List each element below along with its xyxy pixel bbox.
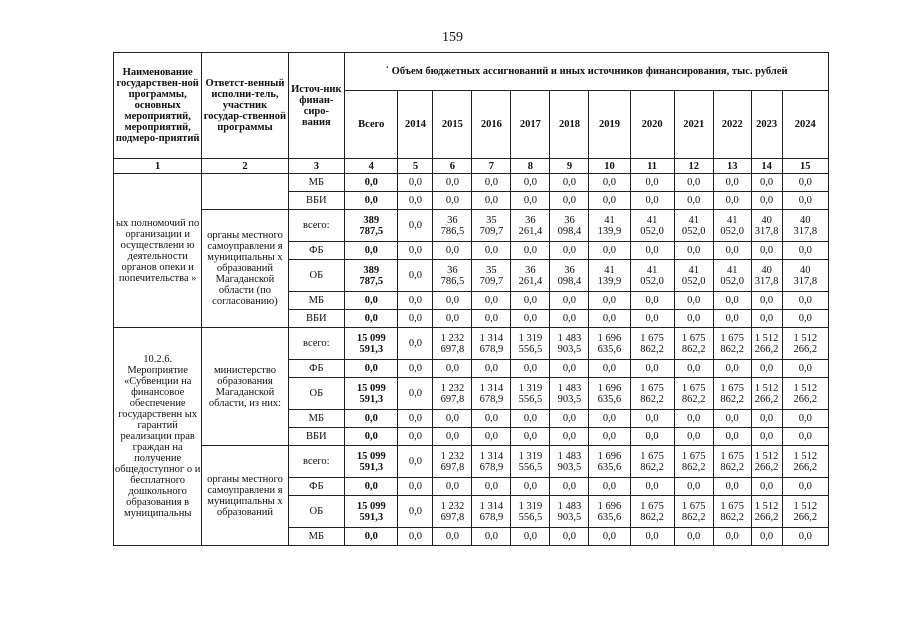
- value-cell: 0,0: [589, 310, 630, 328]
- value-cell: 0,0: [433, 192, 472, 210]
- value-cell: 0,0: [511, 292, 550, 310]
- value-cell: 41 052,0: [674, 260, 713, 292]
- value-cell: 1 675 862,2: [674, 496, 713, 528]
- value-cell: 0,0: [472, 310, 511, 328]
- value-cell: 0,0: [713, 242, 751, 260]
- value-cell: 0,0: [398, 360, 433, 378]
- value-cell: 1 675 862,2: [713, 446, 751, 478]
- value-cell: 1 512 266,2: [782, 328, 828, 360]
- value-cell: 0,0: [782, 528, 828, 546]
- source-cell: МБ: [288, 174, 344, 192]
- value-cell: 0,0: [751, 428, 782, 446]
- header-year: 2022: [713, 91, 751, 159]
- total-cell: 0,0: [345, 478, 398, 496]
- value-cell: 36 098,4: [550, 260, 589, 292]
- value-cell: 35 709,7: [472, 210, 511, 242]
- total-cell: 0,0: [345, 310, 398, 328]
- value-cell: 41 139,9: [589, 210, 630, 242]
- value-cell: 1 675 862,2: [630, 378, 674, 410]
- value-cell: 0,0: [630, 410, 674, 428]
- column-number: 2: [202, 159, 288, 174]
- value-cell: 0,0: [398, 174, 433, 192]
- value-cell: 0,0: [589, 478, 630, 496]
- value-cell: 1 675 862,2: [713, 496, 751, 528]
- value-cell: 1 314 678,9: [472, 496, 511, 528]
- value-cell: 1 314 678,9: [472, 328, 511, 360]
- column-number: 15: [782, 159, 828, 174]
- value-cell: 0,0: [433, 310, 472, 328]
- value-cell: 1 696 635,6: [589, 496, 630, 528]
- header-year: 2019: [589, 91, 630, 159]
- value-cell: 0,0: [589, 292, 630, 310]
- source-cell: МБ: [288, 528, 344, 546]
- table-row: [114, 210, 829, 242]
- total-cell: 15 099 591,3: [345, 496, 398, 528]
- value-cell: 0,0: [398, 378, 433, 410]
- value-cell: 0,0: [782, 360, 828, 378]
- value-cell: 1 675 862,2: [713, 328, 751, 360]
- value-cell: 1 483 903,5: [550, 378, 589, 410]
- value-cell: 0,0: [398, 310, 433, 328]
- value-cell: 1 696 635,6: [589, 378, 630, 410]
- value-cell: 0,0: [782, 174, 828, 192]
- value-cell: 0,0: [782, 428, 828, 446]
- column-number: 8: [511, 159, 550, 174]
- value-cell: 41 052,0: [630, 260, 674, 292]
- value-cell: 0,0: [630, 192, 674, 210]
- value-cell: 0,0: [751, 360, 782, 378]
- value-cell: 0,0: [751, 310, 782, 328]
- value-cell: 0,0: [433, 478, 472, 496]
- header-year: 2021: [674, 91, 713, 159]
- value-cell: 0,0: [674, 192, 713, 210]
- value-cell: 0,0: [398, 242, 433, 260]
- value-cell: 0,0: [589, 192, 630, 210]
- value-cell: 0,0: [674, 292, 713, 310]
- value-cell: 1 675 862,2: [674, 378, 713, 410]
- value-cell: 0,0: [589, 428, 630, 446]
- source-cell: ФБ: [288, 478, 344, 496]
- responsible-cell: органы местного самоуправлени я муниципальны х образований: [202, 446, 288, 546]
- value-cell: 1 696 635,6: [589, 446, 630, 478]
- value-cell: 0,0: [511, 310, 550, 328]
- header-year: 2020: [630, 91, 674, 159]
- program-name-cell: ых полномочий по организации и осуществлени ю деятельности органов опеки и попечительства »: [114, 174, 202, 328]
- total-cell: 15 099 591,3: [345, 446, 398, 478]
- value-cell: 0,0: [472, 428, 511, 446]
- value-cell: 0,0: [398, 428, 433, 446]
- source-cell: ФБ: [288, 360, 344, 378]
- value-cell: 0,0: [713, 410, 751, 428]
- column-number: 4: [345, 159, 398, 174]
- source-cell: ОБ: [288, 496, 344, 528]
- value-cell: 0,0: [398, 410, 433, 428]
- source-cell: ОБ: [288, 378, 344, 410]
- value-cell: 0,0: [398, 528, 433, 546]
- value-cell: 0,0: [589, 410, 630, 428]
- source-cell: ВБИ: [288, 310, 344, 328]
- value-cell: 36 786,5: [433, 210, 472, 242]
- value-cell: 0,0: [472, 478, 511, 496]
- value-cell: 1 675 862,2: [713, 378, 751, 410]
- total-cell: 0,0: [345, 242, 398, 260]
- value-cell: 40 317,8: [751, 210, 782, 242]
- table-row: [114, 174, 829, 192]
- header-responsible: Ответст-венный исполни-тель, участник государ-ственной программы: [202, 53, 288, 159]
- value-cell: 41 052,0: [630, 210, 674, 242]
- empty-cell: [202, 174, 288, 210]
- value-cell: 0,0: [398, 446, 433, 478]
- value-cell: 41 052,0: [713, 210, 751, 242]
- value-cell: 0,0: [782, 292, 828, 310]
- total-cell: 0,0: [345, 174, 398, 192]
- value-cell: 0,0: [589, 242, 630, 260]
- value-cell: 0,0: [589, 528, 630, 546]
- value-cell: 1 232 697,8: [433, 446, 472, 478]
- total-cell: 0,0: [345, 192, 398, 210]
- table-row: [114, 446, 829, 478]
- value-cell: 0,0: [511, 410, 550, 428]
- value-cell: 0,0: [433, 528, 472, 546]
- total-cell: 389 787,5: [345, 260, 398, 292]
- source-cell: всего:: [288, 328, 344, 360]
- total-cell: 0,0: [345, 410, 398, 428]
- value-cell: 0,0: [782, 310, 828, 328]
- value-cell: 1 675 862,2: [630, 496, 674, 528]
- value-cell: 0,0: [511, 528, 550, 546]
- value-cell: 0,0: [433, 428, 472, 446]
- column-number: 10: [589, 159, 630, 174]
- value-cell: 0,0: [589, 360, 630, 378]
- value-cell: 1 675 862,2: [674, 446, 713, 478]
- header-year: 2015: [433, 91, 472, 159]
- column-number: 12: [674, 159, 713, 174]
- value-cell: 1 675 862,2: [630, 446, 674, 478]
- source-cell: всего:: [288, 210, 344, 242]
- value-cell: 0,0: [630, 174, 674, 192]
- total-cell: 0,0: [345, 528, 398, 546]
- value-cell: 0,0: [751, 242, 782, 260]
- value-cell: 0,0: [630, 360, 674, 378]
- value-cell: 0,0: [630, 292, 674, 310]
- value-cell: 0,0: [630, 478, 674, 496]
- value-cell: 0,0: [550, 292, 589, 310]
- value-cell: 1 314 678,9: [472, 378, 511, 410]
- value-cell: 0,0: [398, 210, 433, 242]
- column-number: 1: [114, 159, 202, 174]
- header-year: 2014: [398, 91, 433, 159]
- value-cell: 0,0: [630, 528, 674, 546]
- value-cell: 0,0: [674, 428, 713, 446]
- value-cell: 0,0: [511, 174, 550, 192]
- value-cell: 1 319 556,5: [511, 446, 550, 478]
- source-cell: ВБИ: [288, 428, 344, 446]
- value-cell: 36 786,5: [433, 260, 472, 292]
- value-cell: 0,0: [713, 528, 751, 546]
- value-cell: 1 232 697,8: [433, 328, 472, 360]
- value-cell: 0,0: [472, 528, 511, 546]
- value-cell: 0,0: [550, 528, 589, 546]
- source-cell: ОБ: [288, 260, 344, 292]
- header-source: Источ-ник финан-сиро-вания: [288, 53, 344, 159]
- value-cell: 41 052,0: [674, 210, 713, 242]
- value-cell: 1 512 266,2: [782, 378, 828, 410]
- total-cell: 389 787,5: [345, 210, 398, 242]
- value-cell: 0,0: [433, 292, 472, 310]
- value-cell: 0,0: [472, 410, 511, 428]
- value-cell: 0,0: [472, 292, 511, 310]
- value-cell: 0,0: [713, 192, 751, 210]
- value-cell: 0,0: [472, 174, 511, 192]
- header-year: 2018: [550, 91, 589, 159]
- value-cell: 36 261,4: [511, 260, 550, 292]
- value-cell: 1 675 862,2: [630, 328, 674, 360]
- value-cell: 0,0: [511, 192, 550, 210]
- value-cell: 0,0: [674, 478, 713, 496]
- source-cell: МБ: [288, 292, 344, 310]
- header-volume: ˙ Объем бюджетных ассигнований и иных источников финансирования, тыс. рублей: [345, 53, 829, 91]
- column-number: 13: [713, 159, 751, 174]
- total-cell: 15 099 591,3: [345, 328, 398, 360]
- value-cell: 0,0: [511, 428, 550, 446]
- value-cell: 0,0: [511, 242, 550, 260]
- column-number: 9: [550, 159, 589, 174]
- value-cell: 0,0: [674, 310, 713, 328]
- value-cell: 1 319 556,5: [511, 496, 550, 528]
- value-cell: 1 512 266,2: [751, 378, 782, 410]
- value-cell: 0,0: [398, 478, 433, 496]
- value-cell: 0,0: [398, 328, 433, 360]
- value-cell: 1 512 266,2: [751, 496, 782, 528]
- header-total: Всего: [345, 91, 398, 159]
- value-cell: 0,0: [550, 310, 589, 328]
- value-cell: 0,0: [472, 192, 511, 210]
- header-year: 2017: [511, 91, 550, 159]
- column-number: 6: [433, 159, 472, 174]
- value-cell: 0,0: [782, 478, 828, 496]
- value-cell: 0,0: [751, 292, 782, 310]
- value-cell: 0,0: [674, 174, 713, 192]
- column-number: 5: [398, 159, 433, 174]
- value-cell: 0,0: [398, 496, 433, 528]
- value-cell: 0,0: [472, 242, 511, 260]
- responsible-cell: органы местного самоуправлени я муниципальны х образований Магаданской области (по согласованию): [202, 210, 288, 328]
- value-cell: 0,0: [782, 410, 828, 428]
- value-cell: 0,0: [630, 310, 674, 328]
- value-cell: 0,0: [713, 310, 751, 328]
- value-cell: 36 261,4: [511, 210, 550, 242]
- value-cell: 0,0: [433, 174, 472, 192]
- value-cell: 0,0: [589, 174, 630, 192]
- value-cell: 1 696 635,6: [589, 328, 630, 360]
- value-cell: 0,0: [713, 428, 751, 446]
- value-cell: 1 512 266,2: [751, 328, 782, 360]
- value-cell: 0,0: [550, 478, 589, 496]
- value-cell: 1 483 903,5: [550, 328, 589, 360]
- value-cell: 0,0: [713, 360, 751, 378]
- value-cell: 0,0: [433, 242, 472, 260]
- value-cell: 0,0: [751, 410, 782, 428]
- value-cell: 0,0: [674, 242, 713, 260]
- value-cell: 0,0: [751, 528, 782, 546]
- table-row: [114, 328, 829, 360]
- responsible-cell: министерство образования Магаданской области, из них:: [202, 328, 288, 446]
- page-number: 159: [442, 30, 463, 45]
- value-cell: 0,0: [674, 410, 713, 428]
- event-name-cell: 10.2.6. Мероприятие «Субвенции на финансовое обеспечение государственн ых гарантий реализации прав граждан на получение общедоступног о и бесплатного дошкольного образования в муниципальны: [114, 328, 202, 546]
- budget-table: [113, 52, 829, 546]
- header-year: 2016: [472, 91, 511, 159]
- source-cell: МБ: [288, 410, 344, 428]
- value-cell: 0,0: [751, 192, 782, 210]
- column-number: 14: [751, 159, 782, 174]
- header-name: Наименование государствен-ной программы, основных мероприятий, мероприятий, подмеро-приятий: [114, 53, 202, 159]
- value-cell: 0,0: [550, 192, 589, 210]
- value-cell: 0,0: [674, 360, 713, 378]
- value-cell: 0,0: [550, 360, 589, 378]
- value-cell: 1 314 678,9: [472, 446, 511, 478]
- value-cell: 0,0: [550, 174, 589, 192]
- total-cell: 0,0: [345, 292, 398, 310]
- value-cell: 1 319 556,5: [511, 328, 550, 360]
- value-cell: 0,0: [472, 360, 511, 378]
- value-cell: 1 483 903,5: [550, 446, 589, 478]
- source-cell: всего:: [288, 446, 344, 478]
- value-cell: 0,0: [433, 410, 472, 428]
- value-cell: 41 052,0: [713, 260, 751, 292]
- value-cell: 0,0: [751, 478, 782, 496]
- value-cell: 0,0: [398, 292, 433, 310]
- value-cell: 40 317,8: [782, 210, 828, 242]
- value-cell: 1 483 903,5: [550, 496, 589, 528]
- value-cell: 1 319 556,5: [511, 378, 550, 410]
- value-cell: 0,0: [550, 242, 589, 260]
- column-number: 11: [630, 159, 674, 174]
- value-cell: 0,0: [511, 360, 550, 378]
- source-cell: ВБИ: [288, 192, 344, 210]
- value-cell: 0,0: [782, 242, 828, 260]
- value-cell: 0,0: [550, 410, 589, 428]
- value-cell: 0,0: [630, 242, 674, 260]
- source-cell: ФБ: [288, 242, 344, 260]
- value-cell: 40 317,8: [751, 260, 782, 292]
- value-cell: 0,0: [398, 192, 433, 210]
- value-cell: 0,0: [713, 478, 751, 496]
- value-cell: 0,0: [674, 528, 713, 546]
- value-cell: 1 675 862,2: [674, 328, 713, 360]
- value-cell: 0,0: [713, 292, 751, 310]
- value-cell: 0,0: [398, 260, 433, 292]
- header-year: 2024: [782, 91, 828, 159]
- value-cell: 41 139,9: [589, 260, 630, 292]
- total-cell: 0,0: [345, 360, 398, 378]
- column-number: 3: [288, 159, 344, 174]
- total-cell: 0,0: [345, 428, 398, 446]
- value-cell: 1 232 697,8: [433, 496, 472, 528]
- value-cell: 1 512 266,2: [782, 446, 828, 478]
- total-cell: 15 099 591,3: [345, 378, 398, 410]
- value-cell: 0,0: [713, 174, 751, 192]
- value-cell: 0,0: [751, 174, 782, 192]
- value-cell: 1 232 697,8: [433, 378, 472, 410]
- value-cell: 1 512 266,2: [782, 496, 828, 528]
- value-cell: 40 317,8: [782, 260, 828, 292]
- value-cell: 35 709,7: [472, 260, 511, 292]
- value-cell: 0,0: [782, 192, 828, 210]
- value-cell: 0,0: [511, 478, 550, 496]
- value-cell: 36 098,4: [550, 210, 589, 242]
- value-cell: 0,0: [630, 428, 674, 446]
- column-number: 7: [472, 159, 511, 174]
- value-cell: 1 512 266,2: [751, 446, 782, 478]
- value-cell: 0,0: [550, 428, 589, 446]
- header-year: 2023: [751, 91, 782, 159]
- value-cell: 0,0: [433, 360, 472, 378]
